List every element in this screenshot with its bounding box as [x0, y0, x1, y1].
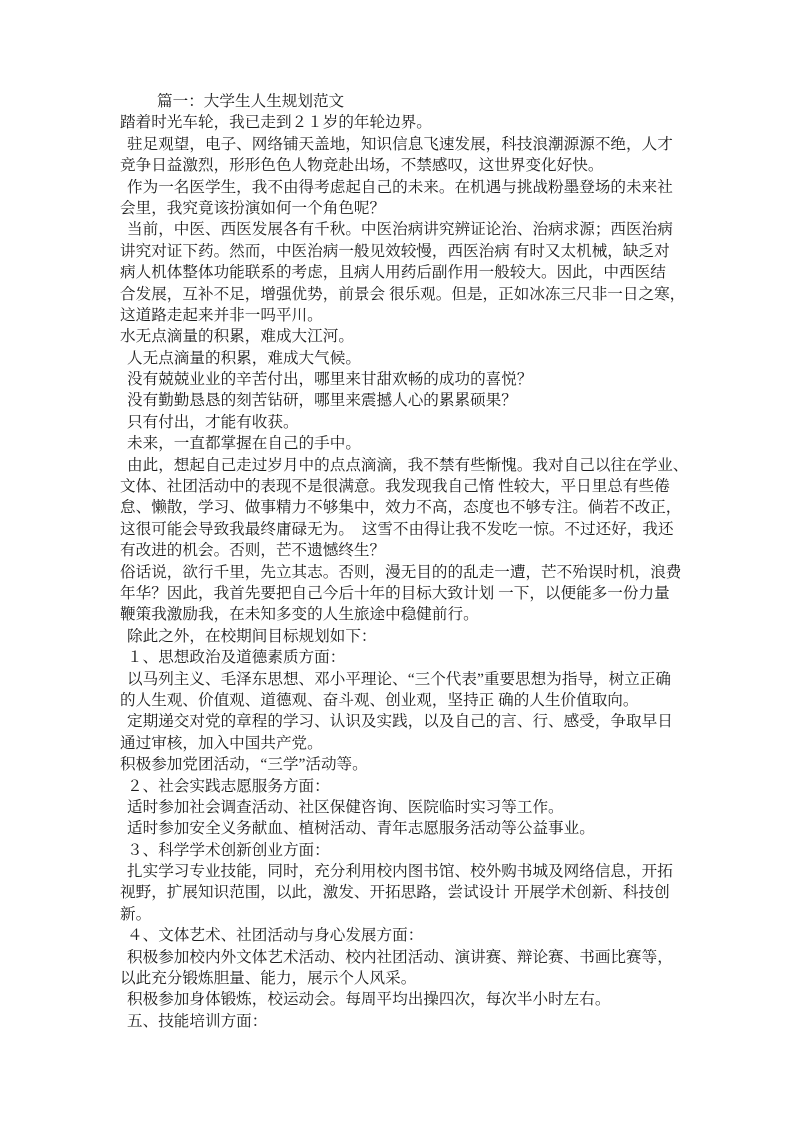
document-title-line: 篇一：大学生人生规划范文 — [157, 93, 345, 110]
text-line: 人无点滴量的积累，难成大气候。 — [127, 349, 361, 367]
text-line: 有改进的机会。否则，芒不遗憾终生？ — [120, 542, 386, 560]
text-line: ４、文体艺术、社团活动与身心发展方面： — [127, 927, 424, 945]
text-line: 积极参加校内外文体艺术活动、校内社团活动、演讲赛、辩论赛、书画比赛等， — [127, 948, 673, 966]
text-line: 通过审核，加入中国共产党。 — [120, 734, 323, 752]
text-line: 新。 — [120, 905, 152, 923]
text-line: 驻足观望，电子、网络铺天盖地，知识信息飞速发展，科技浪潮源源不绝，人才 — [127, 135, 673, 153]
text-line: 视野，扩展知识范围，以此，激发、开拓思路，尝试设计 开展学术创新、科技创 — [120, 884, 670, 902]
text-line: 未来，一直都掌握在自己的手中。 — [127, 435, 361, 453]
text-line: 水无点滴量的积累，难成大江河。 — [120, 328, 354, 346]
text-line: 以马列主义、毛泽东思想、邓小平理论、“三个代表”重要思想为指导，树立正确 — [127, 670, 672, 688]
text-line: ２、社会实践志愿服务方面： — [127, 777, 330, 795]
text-line: 五、技能培训方面： — [127, 1012, 268, 1030]
text-line: 由此，想起自己走过岁月中的点点滴滴，我不禁有些惭愧。我对自己以往在学业、 — [127, 456, 689, 474]
text-line: 病人机体整体功能联系的考虑，且病人用药后副作用一般较大。因此，中西医结 — [120, 264, 666, 282]
text-line: 积极参加身体锻炼，校运动会。每周平均出操四次，每次半小时左右。 — [127, 991, 611, 1009]
text-line: 这道路走起来并非一吗平川。 — [120, 306, 323, 324]
text-line: 适时参加安全义务献血、植树活动、青年志愿服务活动等公益事业。 — [127, 820, 595, 838]
text-line: 文体、社团活动中的表现不是很满意。我发现我自己惰 性较大，平日里总有些倦 — [120, 478, 670, 496]
text-line: 扎实学习专业技能，同时，充分利用校内图书馆、校外购书城及网络信息，开拓 — [127, 863, 673, 881]
text-line: 年华？因此，我首先要把自己今后十年的目标大致计划 一下，以便能多一份力量 — [120, 584, 670, 602]
text-line: 这很可能会导致我最终庸碌无为。 这雪不由得让我不发吃一惊。不过还好，我还 — [120, 520, 674, 538]
document-text — [120, 91, 689, 1032]
text-line: 怠、懒散，学习、做事精力不够集中，效力不高，态度也不够专注。倘若不改正， — [120, 499, 682, 517]
text-line: 俗话说，欲行千里，先立其志。否则，漫无目的的乱走一遭，芒不殆误时机，浪费 — [120, 563, 682, 581]
text-line: 作为一名医学生，我不由得考虑起自己的未来。在机遇与挑战粉墨登场的未来社 — [127, 178, 673, 196]
text-line: 竞争日益激烈，形形色色人物竞赴出场，不禁感叹，这世界变化好快。 — [120, 157, 604, 175]
text-line: 除此之外，在校期间目标规划如下： — [127, 627, 377, 645]
text-line: 讲究对证下药。然而，中医治病一般见效较慢，西医治病 有时又太机械，缺乏对 — [120, 242, 670, 260]
text-line: 只有付出，才能有收获。 — [127, 413, 299, 431]
text-line: １、思想政治及道德素质方面： — [127, 649, 346, 667]
text-line: 合发展，互补不足，增强优势，前景会 很乐观。但是，正如冰冻三尺非一日之寒， — [120, 285, 686, 303]
text-line: 当前，中医、西医发展各有千秋。中医治病讲究辨证论治、治病求源；西医治病 — [127, 221, 673, 239]
text-line: 鞭策我激励我，在未知多变的人生旅途中稳健前行。 — [120, 606, 479, 624]
text-line: 适时参加社会调查活动、社区保健咨询、医院临时实习等工作。 — [127, 798, 564, 816]
text-line: ３、科学学术创新创业方面： — [127, 841, 330, 859]
text-line: 踏着时光车轮，我已走到２１岁的年轮边界。 — [120, 114, 432, 132]
text-line: 会里，我究竟该扮演如何一个角色呢？ — [120, 199, 386, 217]
text-line: 没有勤勤恳恳的刻苦钻研，哪里来震撼人心的累累硕果？ — [127, 392, 517, 410]
text-line: 定期递交对党的章程的学习、认识及实践，以及自己的言、行、感受，争取早日 — [127, 713, 673, 731]
text-line: 没有兢兢业业的辛苦付出，哪里来甘甜欢畅的成功的喜悦？ — [127, 371, 533, 389]
text-line: 以此充分锻炼胆量、能力，展示个人风采。 — [120, 970, 417, 988]
text-line: 的人生观、价值观、道德观、奋斗观、创业观，坚持正 确的人生价值取向。 — [120, 691, 639, 709]
text-line: 积极参加党团活动，“三学”活动等。 — [120, 756, 368, 774]
